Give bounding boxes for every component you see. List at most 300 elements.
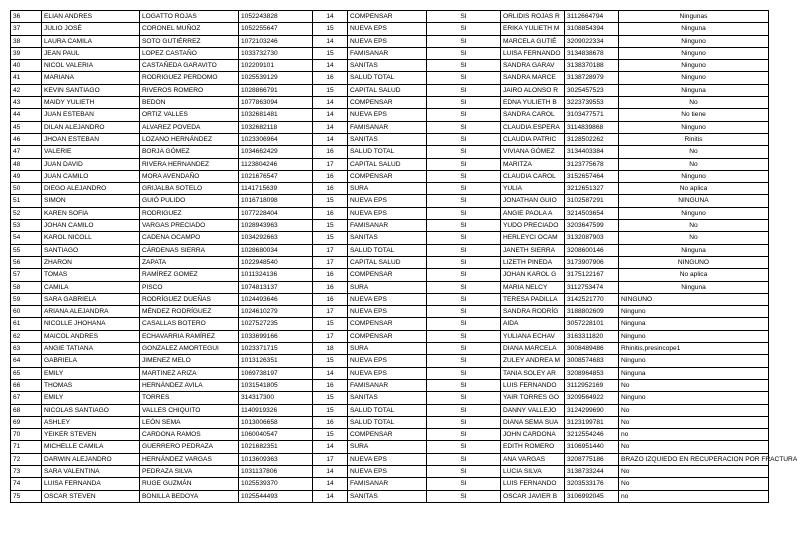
row-number-cell[interactable]: 65	[11, 367, 42, 379]
age-cell[interactable]: 14	[313, 35, 348, 47]
phone-cell[interactable]: 3008574683	[565, 355, 619, 367]
age-cell[interactable]: 14	[313, 133, 348, 145]
authorization-cell[interactable]: SI	[427, 330, 501, 342]
phone-cell[interactable]: 3138728979	[565, 72, 619, 84]
age-cell[interactable]: 16	[313, 379, 348, 391]
phone-cell[interactable]: 3008489486	[565, 343, 619, 355]
phone-cell[interactable]: 3223739553	[565, 97, 619, 109]
age-cell[interactable]: 16	[313, 72, 348, 84]
last-name-cell[interactable]: LOPEZ CASTAÑO	[140, 47, 239, 59]
eps-cell[interactable]: FAMISANAR	[348, 47, 427, 59]
medical-condition-cell[interactable]: Ninguno	[619, 207, 769, 219]
document-id-cell[interactable]: 1013006658	[239, 416, 313, 428]
eps-cell[interactable]: FAMISANAR	[348, 379, 427, 391]
last-name-cell[interactable]: TORRES	[140, 392, 239, 404]
eps-cell[interactable]: NUEVA EPS	[348, 306, 427, 318]
eps-cell[interactable]: NUEVA EPS	[348, 355, 427, 367]
document-id-cell[interactable]: 1060040547	[239, 429, 313, 441]
age-cell[interactable]: 16	[313, 207, 348, 219]
phone-cell[interactable]: 3209022334	[565, 35, 619, 47]
medical-condition-cell[interactable]: Ninguno	[619, 392, 769, 404]
age-cell[interactable]: 15	[313, 355, 348, 367]
guardian-name-cell[interactable]: TANIA SOLEY AR	[501, 367, 565, 379]
guardian-name-cell[interactable]: LUIS FERNANDO	[501, 379, 565, 391]
row-number-cell[interactable]: 68	[11, 404, 42, 416]
eps-cell[interactable]: NUEVA EPS	[348, 367, 427, 379]
age-cell[interactable]: 15	[313, 404, 348, 416]
last-name-cell[interactable]: JIMENEZ MELO	[140, 355, 239, 367]
document-id-cell[interactable]: 1024493646	[239, 293, 313, 305]
authorization-cell[interactable]: SI	[427, 11, 501, 23]
document-id-cell[interactable]: 1034292663	[239, 232, 313, 244]
guardian-name-cell[interactable]: LUCIA SILVA	[501, 465, 565, 477]
age-cell[interactable]: 14	[313, 60, 348, 72]
document-id-cell[interactable]: 1074813137	[239, 281, 313, 293]
authorization-cell[interactable]: SI	[427, 23, 501, 35]
guardian-name-cell[interactable]: ORLIDIS ROJAS R	[501, 11, 565, 23]
eps-cell[interactable]: CAPITAL SALUD	[348, 84, 427, 96]
row-number-cell[interactable]: 58	[11, 281, 42, 293]
eps-cell[interactable]: FAMISANAR	[348, 478, 427, 490]
phone-cell[interactable]: 3188802609	[565, 306, 619, 318]
authorization-cell[interactable]: SI	[427, 355, 501, 367]
last-name-cell[interactable]: RIVEROS ROMERO	[140, 84, 239, 96]
last-name-cell[interactable]: RAMÍREZ GOMEZ	[140, 269, 239, 281]
document-id-cell[interactable]: 1077228404	[239, 207, 313, 219]
last-name-cell[interactable]: LOZANO HERNÁNDEZ	[140, 133, 239, 145]
row-number-cell[interactable]: 61	[11, 318, 42, 330]
first-name-cell[interactable]: ANGIE TATIANA	[42, 343, 140, 355]
authorization-cell[interactable]: SI	[427, 465, 501, 477]
first-name-cell[interactable]: SANTIAGO	[42, 244, 140, 256]
phone-cell[interactable]: 3124299690	[565, 404, 619, 416]
medical-condition-cell[interactable]: No aplica	[619, 269, 769, 281]
first-name-cell[interactable]: ZHARON	[42, 256, 140, 268]
last-name-cell[interactable]: BORJA GÓMEZ	[140, 146, 239, 158]
medical-condition-cell[interactable]: Ninguna	[619, 23, 769, 35]
row-number-cell[interactable]: 37	[11, 23, 42, 35]
document-id-cell[interactable]: 1013609363	[239, 453, 313, 465]
phone-cell[interactable]: 3057228101	[565, 318, 619, 330]
guardian-name-cell[interactable]: JANETH SIERRA	[501, 244, 565, 256]
medical-condition-cell[interactable]: Ninguna	[619, 244, 769, 256]
document-id-cell[interactable]: 1077863094	[239, 97, 313, 109]
first-name-cell[interactable]: DIEGO ALEJANDRO	[42, 183, 140, 195]
guardian-name-cell[interactable]: CLAUDIA PATRIC	[501, 133, 565, 145]
phone-cell[interactable]: 3173907906	[565, 256, 619, 268]
authorization-cell[interactable]: SI	[427, 281, 501, 293]
guardian-name-cell[interactable]: DIANA SEMA SUA	[501, 416, 565, 428]
guardian-name-cell[interactable]: YULIANA ECHAV	[501, 330, 565, 342]
row-number-cell[interactable]: 72	[11, 453, 42, 465]
age-cell[interactable]: 17	[313, 453, 348, 465]
age-cell[interactable]: 14	[313, 490, 348, 502]
medical-condition-cell[interactable]: Rinitis	[619, 133, 769, 145]
last-name-cell[interactable]: HERNÁNDEZ VARGAS	[140, 453, 239, 465]
document-id-cell[interactable]: 1028943963	[239, 220, 313, 232]
last-name-cell[interactable]: VALLES CHIQUITO	[140, 404, 239, 416]
first-name-cell[interactable]: JHOAN ESTEBAN	[42, 133, 140, 145]
authorization-cell[interactable]: SI	[427, 318, 501, 330]
row-number-cell[interactable]: 57	[11, 269, 42, 281]
document-id-cell[interactable]: 1031137806	[239, 465, 313, 477]
medical-condition-cell[interactable]: Rhinitis,presincope1	[619, 343, 769, 355]
eps-cell[interactable]: NUEVA EPS	[348, 207, 427, 219]
document-id-cell[interactable]: 314317300	[239, 392, 313, 404]
first-name-cell[interactable]: DILAN ALEJANDRO	[42, 121, 140, 133]
phone-cell[interactable]: 3152657464	[565, 170, 619, 182]
row-number-cell[interactable]: 38	[11, 35, 42, 47]
first-name-cell[interactable]: JEAN PAUL	[42, 47, 140, 59]
row-number-cell[interactable]: 60	[11, 306, 42, 318]
first-name-cell[interactable]: JUAN ESTEBAN	[42, 109, 140, 121]
row-number-cell[interactable]: 45	[11, 121, 42, 133]
age-cell[interactable]: 17	[313, 330, 348, 342]
medical-condition-cell[interactable]: Ninguna	[619, 281, 769, 293]
authorization-cell[interactable]: SI	[427, 343, 501, 355]
first-name-cell[interactable]: JUAN CAMILO	[42, 170, 140, 182]
medical-condition-cell[interactable]: Ninguna	[619, 367, 769, 379]
authorization-cell[interactable]: SI	[427, 293, 501, 305]
age-cell[interactable]: 15	[313, 47, 348, 59]
last-name-cell[interactable]: ORTIZ VALLES	[140, 109, 239, 121]
eps-cell[interactable]: COMPENSAR	[348, 429, 427, 441]
last-name-cell[interactable]: CASTAÑEDA GARAVITO	[140, 60, 239, 72]
eps-cell[interactable]: SURA	[348, 441, 427, 453]
phone-cell[interactable]: 3112952169	[565, 379, 619, 391]
row-number-cell[interactable]: 51	[11, 195, 42, 207]
last-name-cell[interactable]: PISCO	[140, 281, 239, 293]
document-id-cell[interactable]: 1022948540	[239, 256, 313, 268]
phone-cell[interactable]: 3134838678	[565, 47, 619, 59]
medical-condition-cell[interactable]: NINGUNA	[619, 195, 769, 207]
guardian-name-cell[interactable]: HERLEYCI OCAM	[501, 232, 565, 244]
document-id-cell[interactable]: 1028680034	[239, 244, 313, 256]
eps-cell[interactable]: SANITAS	[348, 490, 427, 502]
row-number-cell[interactable]: 59	[11, 293, 42, 305]
guardian-name-cell[interactable]: VIVIANA GÓMEZ	[501, 146, 565, 158]
phone-cell[interactable]: 3112664794	[565, 11, 619, 23]
document-id-cell[interactable]: 1032681481	[239, 109, 313, 121]
document-id-cell[interactable]: 1025539370	[239, 478, 313, 490]
row-number-cell[interactable]: 46	[11, 133, 42, 145]
document-id-cell[interactable]: 1141715639	[239, 183, 313, 195]
last-name-cell[interactable]: VARGAS PRECIADO	[140, 220, 239, 232]
last-name-cell[interactable]: MARTINEZ ARIZA	[140, 367, 239, 379]
document-id-cell[interactable]: 1011324136	[239, 269, 313, 281]
row-number-cell[interactable]: 49	[11, 170, 42, 182]
guardian-name-cell[interactable]: DANNY VALLEJO	[501, 404, 565, 416]
last-name-cell[interactable]: RODRIGUEZ	[140, 207, 239, 219]
guardian-name-cell[interactable]: EDITH ROMERO	[501, 441, 565, 453]
guardian-name-cell[interactable]: JOHAN KAROL G	[501, 269, 565, 281]
medical-condition-cell[interactable]: No	[619, 232, 769, 244]
medical-condition-cell[interactable]: no	[619, 490, 769, 502]
first-name-cell[interactable]: ASHLEY	[42, 416, 140, 428]
last-name-cell[interactable]: CORONEL MUÑOZ	[140, 23, 239, 35]
authorization-cell[interactable]: SI	[427, 60, 501, 72]
first-name-cell[interactable]: NICOL VALERIA	[42, 60, 140, 72]
row-number-cell[interactable]: 71	[11, 441, 42, 453]
eps-cell[interactable]: COMPENSAR	[348, 330, 427, 342]
row-number-cell[interactable]: 75	[11, 490, 42, 502]
phone-cell[interactable]: 3208775186	[565, 453, 619, 465]
last-name-cell[interactable]: RIVERA HERNANDEZ	[140, 158, 239, 170]
phone-cell[interactable]: 3175122167	[565, 269, 619, 281]
age-cell[interactable]: 16	[313, 269, 348, 281]
guardian-name-cell[interactable]: SANDRA CAROL	[501, 109, 565, 121]
medical-condition-cell[interactable]: Ninguno	[619, 355, 769, 367]
eps-cell[interactable]: NUEVA EPS	[348, 23, 427, 35]
phone-cell[interactable]: 3106951440	[565, 441, 619, 453]
row-number-cell[interactable]: 43	[11, 97, 42, 109]
authorization-cell[interactable]: SI	[427, 220, 501, 232]
guardian-name-cell[interactable]: ERIKA YULIETH M	[501, 23, 565, 35]
age-cell[interactable]: 15	[313, 232, 348, 244]
guardian-name-cell[interactable]: TERESA PADILLA	[501, 293, 565, 305]
eps-cell[interactable]: NUEVA EPS	[348, 293, 427, 305]
phone-cell[interactable]: 3128502262	[565, 133, 619, 145]
eps-cell[interactable]: CAPITAL SALUD	[348, 256, 427, 268]
age-cell[interactable]: 15	[313, 318, 348, 330]
eps-cell[interactable]: FAMISANAR	[348, 220, 427, 232]
authorization-cell[interactable]: SI	[427, 97, 501, 109]
document-id-cell[interactable]: 1021682351	[239, 441, 313, 453]
row-number-cell[interactable]: 44	[11, 109, 42, 121]
authorization-cell[interactable]: SI	[427, 256, 501, 268]
document-id-cell[interactable]: 1072103246	[239, 35, 313, 47]
row-number-cell[interactable]: 69	[11, 416, 42, 428]
guardian-name-cell[interactable]: MARIA NELCY	[501, 281, 565, 293]
medical-condition-cell[interactable]: no	[619, 429, 769, 441]
age-cell[interactable]: 14	[313, 367, 348, 379]
first-name-cell[interactable]: KAROL NICOLL	[42, 232, 140, 244]
row-number-cell[interactable]: 64	[11, 355, 42, 367]
phone-cell[interactable]: 3106992045	[565, 490, 619, 502]
age-cell[interactable]: 15	[313, 220, 348, 232]
medical-condition-cell[interactable]: No	[619, 220, 769, 232]
first-name-cell[interactable]: OSCAR STEVEN	[42, 490, 140, 502]
first-name-cell[interactable]: EMILY	[42, 367, 140, 379]
authorization-cell[interactable]: SI	[427, 441, 501, 453]
row-number-cell[interactable]: 48	[11, 158, 42, 170]
first-name-cell[interactable]: JULIO JOSÉ	[42, 23, 140, 35]
phone-cell[interactable]: 3212554246	[565, 429, 619, 441]
phone-cell[interactable]: 3138370188	[565, 60, 619, 72]
row-number-cell[interactable]: 55	[11, 244, 42, 256]
eps-cell[interactable]: FAMISANAR	[348, 121, 427, 133]
first-name-cell[interactable]: DARWIN ALEJANDRO	[42, 453, 140, 465]
document-id-cell[interactable]: 1025539129	[239, 72, 313, 84]
medical-condition-cell[interactable]: No	[619, 379, 769, 391]
last-name-cell[interactable]: ECHAVARRIA RAMÍREZ	[140, 330, 239, 342]
medical-condition-cell[interactable]: NINGUNO	[619, 293, 769, 305]
document-id-cell[interactable]: 1023371715	[239, 343, 313, 355]
row-number-cell[interactable]: 53	[11, 220, 42, 232]
guardian-name-cell[interactable]: OSCAR JAVIER B	[501, 490, 565, 502]
authorization-cell[interactable]: SI	[427, 158, 501, 170]
phone-cell[interactable]: 3123199781	[565, 416, 619, 428]
guardian-name-cell[interactable]: CLAUDIA ESPERA	[501, 121, 565, 133]
eps-cell[interactable]: NUEVA EPS	[348, 195, 427, 207]
first-name-cell[interactable]: NICOLLE JHOHANA	[42, 318, 140, 330]
eps-cell[interactable]: SURA	[348, 183, 427, 195]
eps-cell[interactable]: SANITAS	[348, 60, 427, 72]
first-name-cell[interactable]: MICHELLE CAMILA	[42, 441, 140, 453]
last-name-cell[interactable]: MÉNDEZ RODRÍGUEZ	[140, 306, 239, 318]
row-number-cell[interactable]: 67	[11, 392, 42, 404]
row-number-cell[interactable]: 70	[11, 429, 42, 441]
medical-condition-cell[interactable]: No tiene	[619, 109, 769, 121]
first-name-cell[interactable]: MAIDY YULIETH	[42, 97, 140, 109]
medical-condition-cell[interactable]: Ninguno	[619, 121, 769, 133]
eps-cell[interactable]: COMPENSAR	[348, 269, 427, 281]
phone-cell[interactable]: 3203647599	[565, 220, 619, 232]
first-name-cell[interactable]: LAURA CAMILA	[42, 35, 140, 47]
age-cell[interactable]: 16	[313, 170, 348, 182]
last-name-cell[interactable]: GONZALEZ AMORTEGUI	[140, 343, 239, 355]
last-name-cell[interactable]: RODRÍGUEZ DUEÑAS	[140, 293, 239, 305]
guardian-name-cell[interactable]: MARITZA	[501, 158, 565, 170]
first-name-cell[interactable]: MAICOL ANDRES	[42, 330, 140, 342]
row-number-cell[interactable]: 62	[11, 330, 42, 342]
age-cell[interactable]: 15	[313, 84, 348, 96]
first-name-cell[interactable]: THOMAS	[42, 379, 140, 391]
document-id-cell[interactable]: 102209101	[239, 60, 313, 72]
eps-cell[interactable]: SALUD TOTAL	[348, 416, 427, 428]
guardian-name-cell[interactable]: YULIA	[501, 183, 565, 195]
authorization-cell[interactable]: SI	[427, 133, 501, 145]
authorization-cell[interactable]: SI	[427, 379, 501, 391]
eps-cell[interactable]: SURA	[348, 281, 427, 293]
guardian-name-cell[interactable]: LIZETH PINEDA	[501, 256, 565, 268]
medical-condition-cell[interactable]: No	[619, 416, 769, 428]
phone-cell[interactable]: 3123775678	[565, 158, 619, 170]
medical-condition-cell[interactable]: NINGUNO	[619, 256, 769, 268]
medical-condition-cell[interactable]: Ninguno	[619, 35, 769, 47]
medical-condition-cell[interactable]: Ninguno	[619, 60, 769, 72]
first-name-cell[interactable]: ARIANA ALEJANDRA	[42, 306, 140, 318]
age-cell[interactable]: 15	[313, 392, 348, 404]
row-number-cell[interactable]: 42	[11, 84, 42, 96]
age-cell[interactable]: 16	[313, 416, 348, 428]
medical-condition-cell[interactable]: Ninguno	[619, 170, 769, 182]
phone-cell[interactable]: 3134403384	[565, 146, 619, 158]
last-name-cell[interactable]: CÁRDENAS SIERRA	[140, 244, 239, 256]
guardian-name-cell[interactable]: YAIR TORRES GO	[501, 392, 565, 404]
last-name-cell[interactable]: CADENA OCAMPO	[140, 232, 239, 244]
row-number-cell[interactable]: 36	[11, 11, 42, 23]
age-cell[interactable]: 16	[313, 183, 348, 195]
age-cell[interactable]: 14	[313, 121, 348, 133]
phone-cell[interactable]: 3163311820	[565, 330, 619, 342]
age-cell[interactable]: 14	[313, 109, 348, 121]
authorization-cell[interactable]: SI	[427, 453, 501, 465]
first-name-cell[interactable]: EMILY	[42, 392, 140, 404]
age-cell[interactable]: 15	[313, 195, 348, 207]
age-cell[interactable]: 15	[313, 429, 348, 441]
row-number-cell[interactable]: 74	[11, 478, 42, 490]
guardian-name-cell[interactable]: SANDRA MARCE	[501, 72, 565, 84]
medical-condition-cell[interactable]: No aplica	[619, 183, 769, 195]
age-cell[interactable]: 14	[313, 11, 348, 23]
first-name-cell[interactable]: VALERIE	[42, 146, 140, 158]
phone-cell[interactable]: 3132087903	[565, 232, 619, 244]
last-name-cell[interactable]: ALVAREZ POVEDA	[140, 121, 239, 133]
phone-cell[interactable]: 3142521770	[565, 293, 619, 305]
document-id-cell[interactable]: 1025544493	[239, 490, 313, 502]
eps-cell[interactable]: NUEVA EPS	[348, 35, 427, 47]
medical-condition-cell[interactable]: Ningunas	[619, 11, 769, 23]
age-cell[interactable]: 17	[313, 158, 348, 170]
eps-cell[interactable]: SURA	[348, 343, 427, 355]
eps-cell[interactable]: COMPENSAR	[348, 170, 427, 182]
eps-cell[interactable]: COMPENSAR	[348, 318, 427, 330]
authorization-cell[interactable]: SI	[427, 490, 501, 502]
row-number-cell[interactable]: 40	[11, 60, 42, 72]
authorization-cell[interactable]: SI	[427, 306, 501, 318]
first-name-cell[interactable]: KEVIN SANTIAGO	[42, 84, 140, 96]
last-name-cell[interactable]: CASALLAS BOTERO	[140, 318, 239, 330]
age-cell[interactable]: 14	[313, 478, 348, 490]
authorization-cell[interactable]: SI	[427, 47, 501, 59]
age-cell[interactable]: 15	[313, 23, 348, 35]
medical-condition-cell[interactable]: No	[619, 478, 769, 490]
authorization-cell[interactable]: SI	[427, 109, 501, 121]
authorization-cell[interactable]: SI	[427, 232, 501, 244]
guardian-name-cell[interactable]: ANGIE PAOLA A	[501, 207, 565, 219]
last-name-cell[interactable]: HERNÁNDEZ AVILA	[140, 379, 239, 391]
document-id-cell[interactable]: 1021676547	[239, 170, 313, 182]
medical-condition-cell[interactable]: BRAZO IZQUIEDO EN RECUPERACION POR FRACTURA	[619, 453, 769, 465]
phone-cell[interactable]: 3102587291	[565, 195, 619, 207]
document-id-cell[interactable]: 1140919326	[239, 404, 313, 416]
phone-cell[interactable]: 3208964853	[565, 367, 619, 379]
first-name-cell[interactable]: MARIANA	[42, 72, 140, 84]
document-id-cell[interactable]: 1027527235	[239, 318, 313, 330]
last-name-cell[interactable]: BONILLA BEDOYA	[140, 490, 239, 502]
medical-condition-cell[interactable]: No	[619, 146, 769, 158]
medical-condition-cell[interactable]: No	[619, 404, 769, 416]
phone-cell[interactable]: 3138733244	[565, 465, 619, 477]
guardian-name-cell[interactable]: ZULEY ANDREA M	[501, 355, 565, 367]
document-id-cell[interactable]: 1024610279	[239, 306, 313, 318]
eps-cell[interactable]: SALUD TOTAL	[348, 404, 427, 416]
document-id-cell[interactable]: 1033732730	[239, 47, 313, 59]
guardian-name-cell[interactable]: JAIRO ALONSO R	[501, 84, 565, 96]
document-id-cell[interactable]: 1028866791	[239, 84, 313, 96]
age-cell[interactable]: 16	[313, 281, 348, 293]
last-name-cell[interactable]: LEÓN SEMA	[140, 416, 239, 428]
document-id-cell[interactable]: 1016718098	[239, 195, 313, 207]
age-cell[interactable]: 14	[313, 97, 348, 109]
guardian-name-cell[interactable]: MARCELA GUTIÉ	[501, 35, 565, 47]
document-id-cell[interactable]: 1031541805	[239, 379, 313, 391]
medical-condition-cell[interactable]: Ninguno	[619, 72, 769, 84]
phone-cell[interactable]: 3208600146	[565, 244, 619, 256]
authorization-cell[interactable]: SI	[427, 478, 501, 490]
medical-condition-cell[interactable]: Ninguna	[619, 318, 769, 330]
guardian-name-cell[interactable]: YUDO PRECIADO	[501, 220, 565, 232]
age-cell[interactable]: 17	[313, 256, 348, 268]
first-name-cell[interactable]: SARA GABRIELA	[42, 293, 140, 305]
phone-cell[interactable]: 3203533176	[565, 478, 619, 490]
guardian-name-cell[interactable]: ANA VARGAS	[501, 453, 565, 465]
last-name-cell[interactable]: GUERRERO PEDRAZA	[140, 441, 239, 453]
row-number-cell[interactable]: 50	[11, 183, 42, 195]
first-name-cell[interactable]: SARA VALENTINA	[42, 465, 140, 477]
eps-cell[interactable]: SANITAS	[348, 392, 427, 404]
